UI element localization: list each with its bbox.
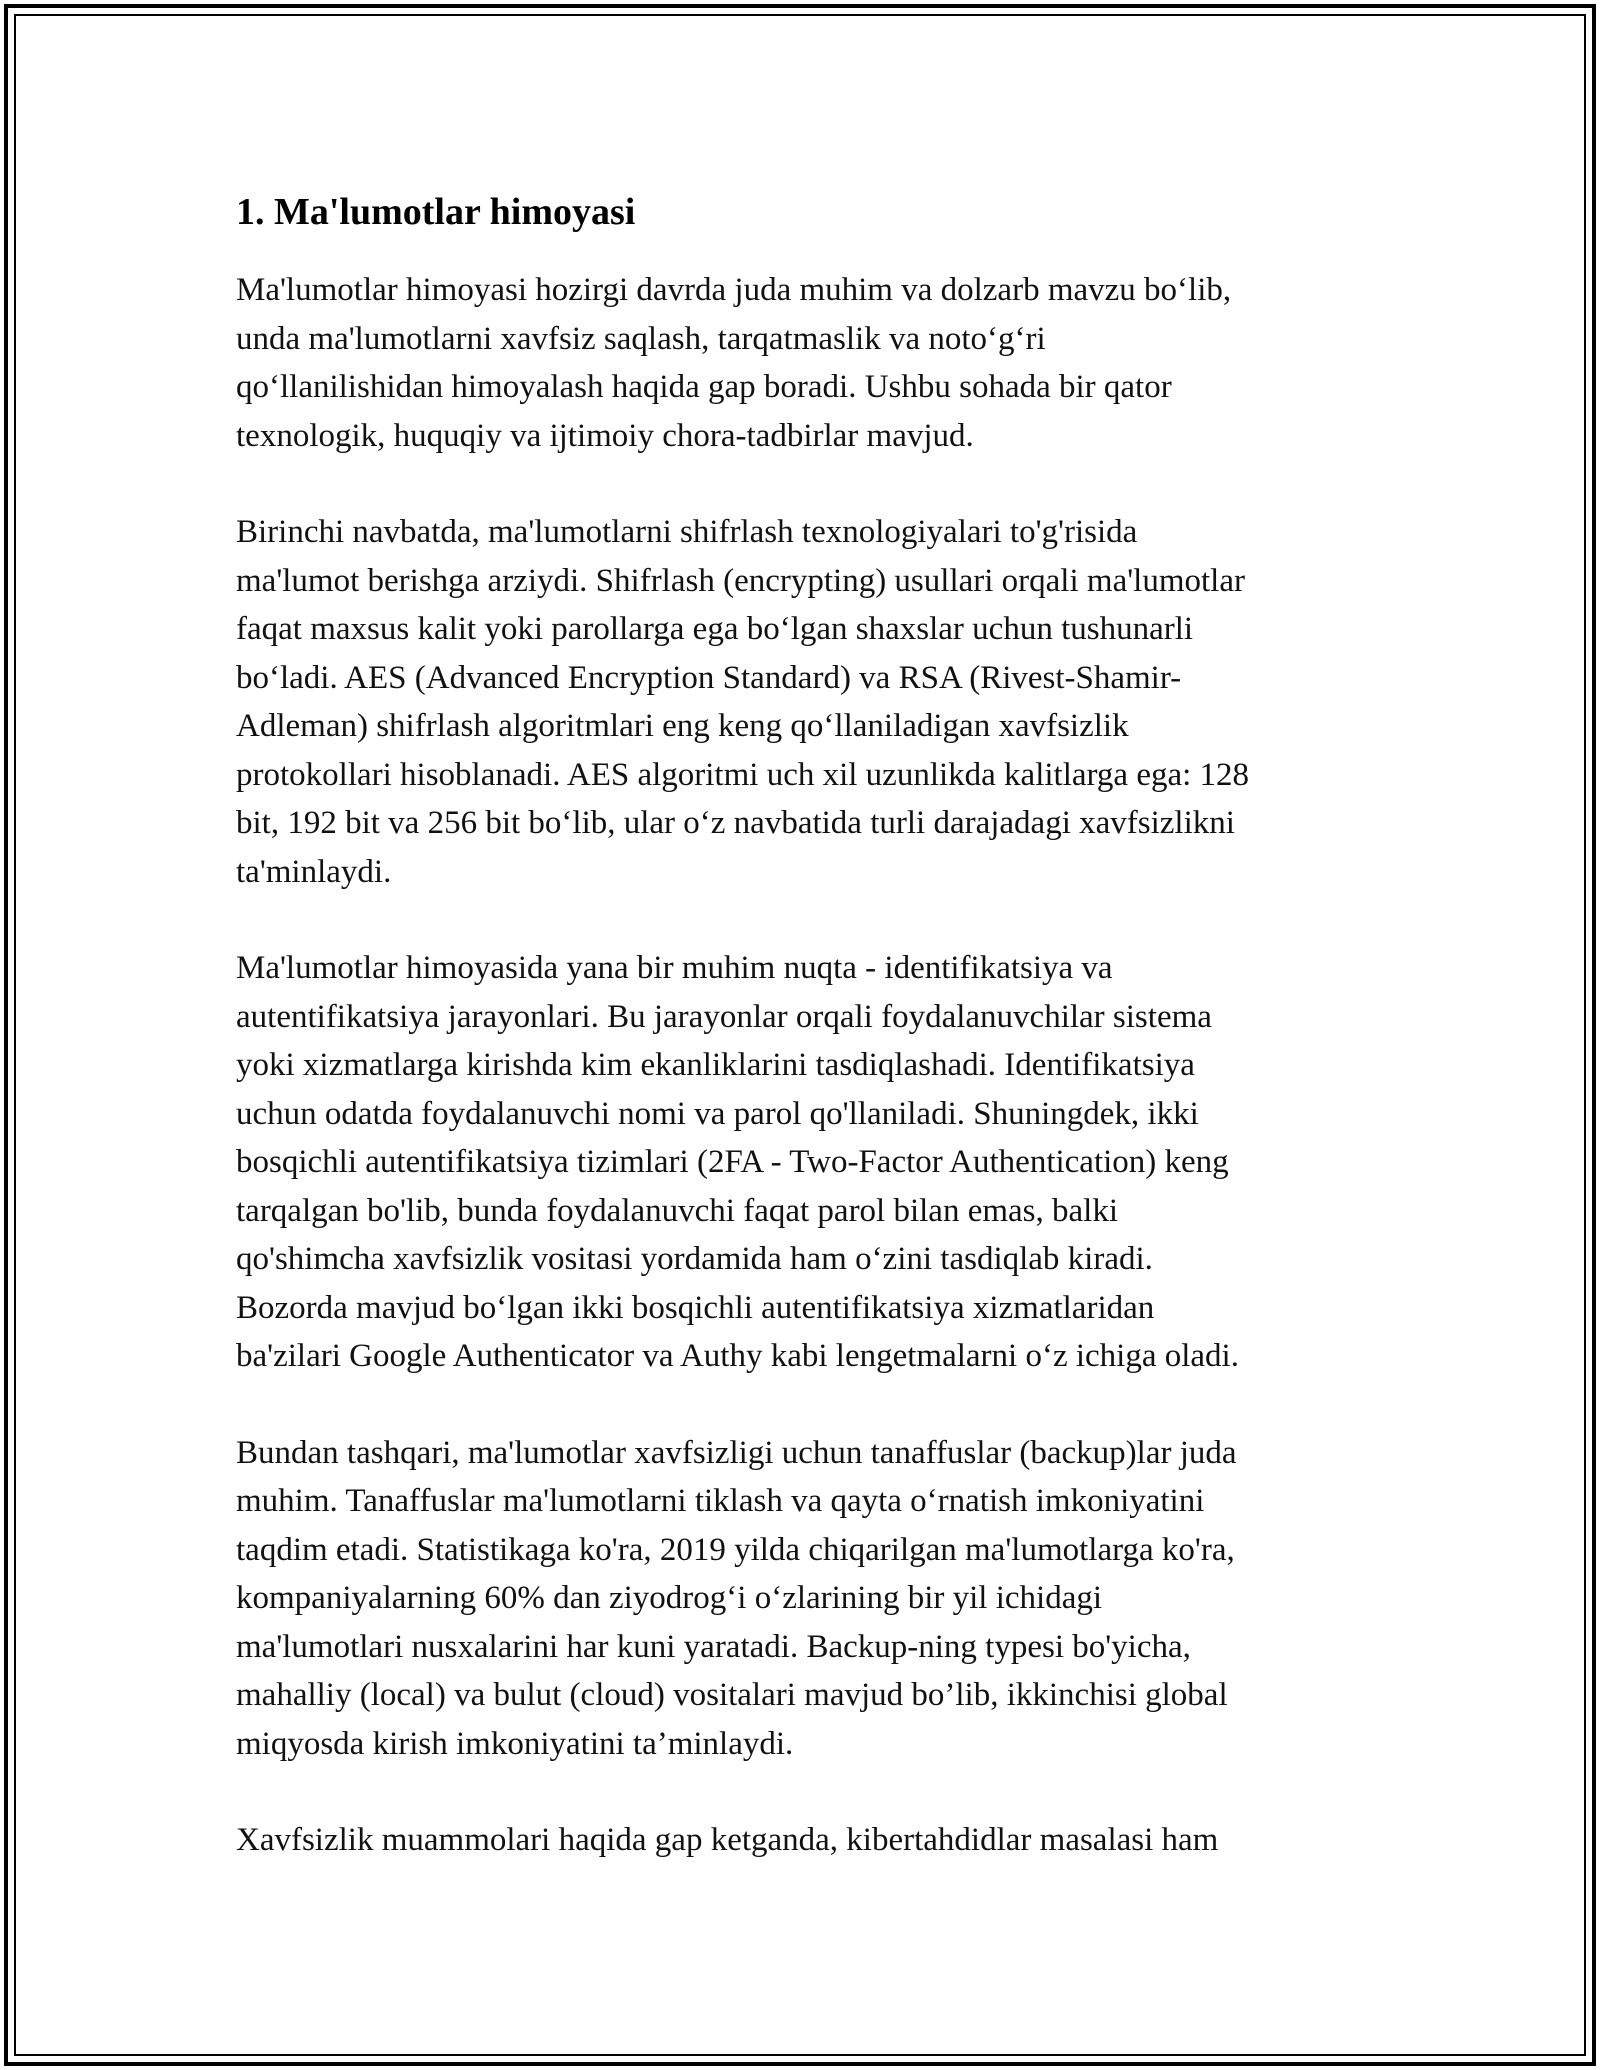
- text-line: ba'zilari Google Authenticator va Authy kabi lengetmalarni o‘z ichiga oladi.: [236, 1338, 1239, 1374]
- text-line: tarqalgan bo'lib, bunda foydalanuvchi faqat parol bilan emas, balki: [236, 1192, 1118, 1229]
- text-line: qo'shimcha xavfsizlik vositasi yordamida ham o‘zini tasdiqlab kiradi.: [236, 1241, 1153, 1277]
- paragraph-backup: [236, 1429, 1376, 1769]
- text-line: Bozorda mavjud bo‘lgan ikki bosqichli autentifikatsiya xizmatlaridan: [236, 1289, 1155, 1326]
- text-line: ta'minlaydi.: [236, 853, 392, 890]
- text-line: miqyosda kirish imkoniyatini ta’minlaydi.: [236, 1725, 794, 1762]
- text-line: texnologik, huquqiy va ijtimoiy chora-tadbirlar mavjud.: [236, 417, 974, 454]
- text-line: bosqichli autentifikatsiya tizimlari (2FA - Two-Factor Authentication) keng: [236, 1144, 1229, 1180]
- text-line: protokollari hisoblanadi. AES algoritmi uch xil uzunlikda kalitlarga ega: 128: [236, 756, 1250, 793]
- text-line: yoki xizmatlarga kirishda kim ekanliklarini tasdiqlashadi. Identifikatsiya: [236, 1047, 1195, 1083]
- text-line: Birinchi navbatda, ma'lumotlarni shifrlash texnologiyalari to'g'risida: [236, 514, 1138, 550]
- text-line: autentifikatsiya jarayonlari. Bu jarayonlar orqali foydalanuvchilar sistema: [236, 998, 1212, 1035]
- text-line: Adleman) shifrlash algoritmlari eng keng qo‘llaniladigan xavfsizlik: [236, 708, 1129, 744]
- text-line: muhim. Tanaffuslar ma'lumotlarni tiklash va qayta o‘rnatish imkoniyatini: [236, 1483, 1205, 1519]
- text-line: Xavfsizlik muammolari haqida gap ketganda, kibertahdidlar masalasi ham: [236, 1822, 1219, 1858]
- text-line: Bundan tashqari, ma'lumotlar xavfsizligi uchun tanaffuslar (backup)lar juda: [236, 1434, 1237, 1471]
- text-line: faqat maxsus kalit yoki parollarga ega bo‘lgan shaxslar uchun tushunarli: [236, 611, 1194, 647]
- paragraph-encryption: [236, 508, 1376, 896]
- text-line: kompaniyalarning 60% dan ziyodrog‘i o‘zlarining bir yil ichidagi: [236, 1580, 1103, 1616]
- text-line: bo‘ladi. AES (Advanced Encryption Standard) va RSA (Rivest-Shamir-: [236, 659, 1182, 696]
- text-line: Ma'lumotlar himoyasida yana bir muhim nuqta - identifikatsiya va: [236, 950, 1113, 986]
- text-line: ma'lumotlari nusxalarini har kuni yaratadi. Backup-ning typesi bo'yicha,: [236, 1628, 1191, 1665]
- text-line: ma'lumot berishga arziydi. Shifrlash (encrypting) usullari orqali ma'lumotlar: [236, 562, 1245, 599]
- paragraph-intro: [236, 266, 1376, 460]
- text-line: unda ma'lumotlarni xavfsiz saqlash, tarqatmaslik va noto‘g‘ri: [236, 320, 1046, 357]
- text-line: qo‘llanilishidan himoyalash haqida gap boradi. Ushbu sohada bir qator: [236, 369, 1172, 405]
- text-line: taqdim etadi. Statistikaga ko'ra, 2019 yilda chiqarilgan ma'lumotlarga ko'ra,: [236, 1531, 1235, 1568]
- document-body: [236, 186, 1376, 1913]
- paragraph-authentication: [236, 944, 1376, 1381]
- text-line: Ma'lumotlar himoyasi hozirgi davrda juda muhim va dolzarb mavzu bo‘lib,: [236, 272, 1232, 308]
- text-line: uchun odatda foydalanuvchi nomi va parol qo'llaniladi. Shuningdek, ikki: [236, 1095, 1199, 1132]
- text-line: bit, 192 bit va 256 bit bo‘lib, ular o‘z navbatida turli darajadagi xavfsizlikni: [236, 805, 1235, 841]
- paragraph-cyberthreats: [236, 1816, 1376, 1865]
- section-heading: 1. Ma'lumotlar himoyasi: [236, 191, 636, 233]
- text-line: mahalliy (local) va bulut (cloud) vositalari mavjud bo’lib, ikkinchisi global: [236, 1677, 1228, 1713]
